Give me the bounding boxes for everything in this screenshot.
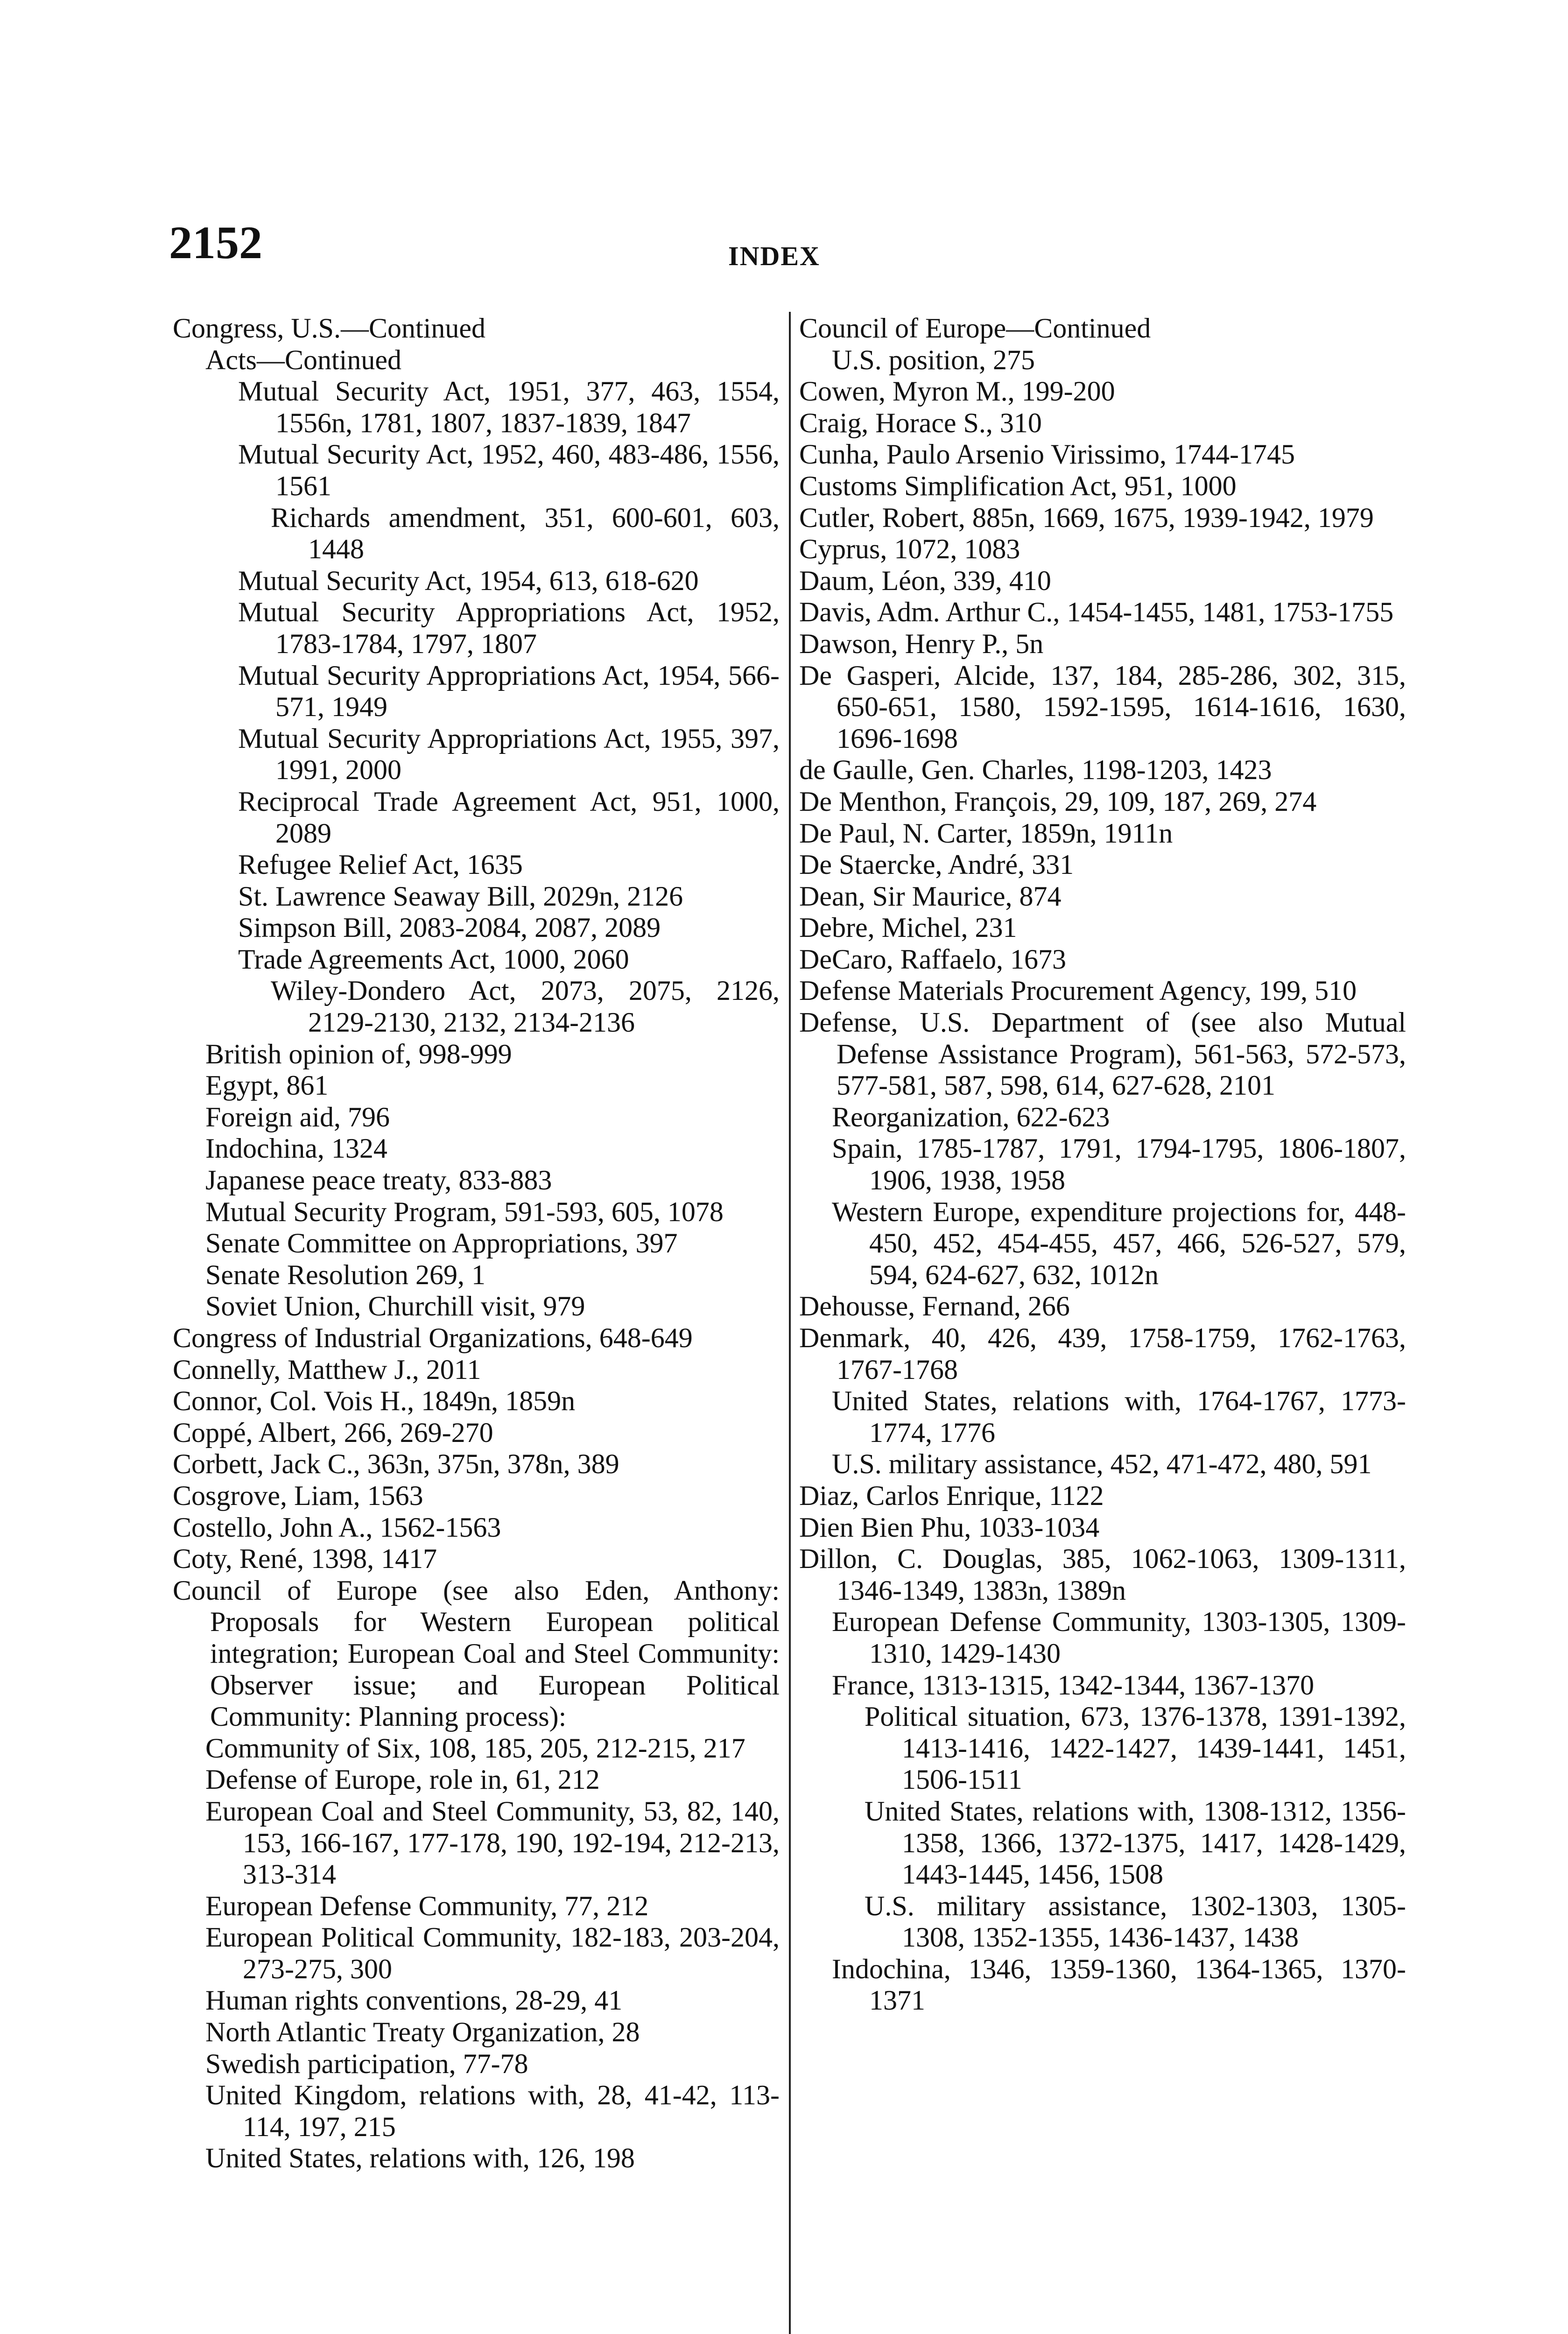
index-entry: Cosgrove, Liam, 1563 [173, 1480, 423, 1511]
index-entry: European Defense Community, 1303-1305, 1309-1310, 1429-1430 [832, 1606, 1406, 1669]
index-entry: Davis, Adm. Arthur C., 1454-1455, 1481, 1753-1755 [799, 597, 1394, 628]
index-entry: Western Europe, expenditure projections for, 448-450, 452, 454-455, 457, 466, 526-527, 579, 594, 624-627, 632, 1012n [832, 1196, 1406, 1290]
index-entry: U.S. military assistance, 452, 471-472, 480, 591 [832, 1448, 1372, 1480]
index-entry: Costello, John A., 1562-1563 [173, 1511, 501, 1543]
index-entry: United States, relations with, 1308-1312, 1356-1358, 1366, 1372-1375, 1417, 1428-1429, 1443-1445, 1456, 1508 [865, 1795, 1406, 1890]
index-entry: European Defense Community, 77, 212 [205, 1890, 649, 1921]
index-entry: Mutual Security Appropriations Act, 1954, 566-571, 1949 [238, 660, 780, 723]
index-entry: Council of Europe (see also Eden, Anthony: Proposals for Western European political integration; European Coal and Steel Community: Observer issue; and European Political Community: Planning process): [173, 1575, 780, 1732]
index-column-right [799, 313, 1406, 2017]
index-entry: Mutual Security Program, 591-593, 605, 1078 [205, 1196, 724, 1227]
index-entry: Denmark, 40, 426, 439, 1758-1759, 1762-1763, 1767-1768 [799, 1322, 1406, 1385]
index-entry: De Staercke, André, 331 [799, 849, 1074, 880]
index-entry: Senate Committee on Appropriations, 397 [205, 1228, 678, 1259]
index-entry: Community of Six, 108, 185, 205, 212-215, 217 [205, 1732, 745, 1764]
index-entry: St. Lawrence Seaway Bill, 2029n, 2126 [238, 880, 683, 912]
index-entry: Defense of Europe, role in, 61, 212 [205, 1764, 600, 1795]
index-entry: Craig, Horace S., 310 [799, 407, 1042, 438]
index-entry: U.S. position, 275 [832, 344, 1035, 375]
index-entry: Cyprus, 1072, 1083 [799, 534, 1020, 565]
index-entry: France, 1313-1315, 1342-1344, 1367-1370 [832, 1669, 1315, 1701]
index-entry: Indochina, 1324 [205, 1133, 387, 1164]
index-entry: Reciprocal Trade Agreement Act, 951, 1000, 2089 [238, 786, 780, 849]
index-entry: Reorganization, 622-623 [832, 1101, 1110, 1132]
index-entry: Customs Simplification Act, 951, 1000 [799, 470, 1237, 501]
index-entry: United States, relations with, 1764-1767, 1773-1774, 1776 [832, 1385, 1406, 1448]
index-entry: Congress of Industrial Organizations, 648-649 [173, 1322, 693, 1353]
index-entry: Diaz, Carlos Enrique, 1122 [799, 1480, 1104, 1511]
index-entry: Egypt, 861 [205, 1070, 329, 1101]
index-entry: Swedish participation, 77-78 [205, 2048, 528, 2079]
index-entry: Soviet Union, Churchill visit, 979 [205, 1291, 585, 1322]
index-entry: Senate Resolution 269, 1 [205, 1259, 485, 1290]
index-entry: Mutual Security Act, 1952, 460, 483-486, 1556, 1561 [238, 439, 780, 501]
index-entry: De Paul, N. Carter, 1859n, 1911n [799, 817, 1173, 849]
index-entry: Cutler, Robert, 885n, 1669, 1675, 1939-1942, 1979 [799, 502, 1374, 533]
index-entry: Refugee Relief Act, 1635 [238, 849, 523, 880]
index-column-left [173, 313, 780, 2174]
index-entry: Daum, Léon, 339, 410 [799, 565, 1051, 596]
index-entry: Corbett, Jack C., 363n, 375n, 378n, 389 [173, 1448, 619, 1480]
index-entry: Connor, Col. Vois H., 1849n, 1859n [173, 1385, 576, 1417]
index-entry: Spain, 1785-1787, 1791, 1794-1795, 1806-1807, 1906, 1938, 1958 [832, 1133, 1406, 1196]
page-number: 2152 [169, 217, 262, 268]
index-entry: Cowen, Myron M., 199-200 [799, 376, 1115, 407]
index-entry: De Menthon, François, 29, 109, 187, 269, 274 [799, 786, 1317, 817]
index-entry: Simpson Bill, 2083-2084, 2087, 2089 [238, 912, 661, 943]
index-entry: Defense, U.S. Department of (see also Mutual Defense Assistance Program), 561-563, 572-573, 577-581, 587, 598, 614, 627-628, 2101 [799, 1007, 1406, 1101]
index-entry: Cunha, Paulo Arsenio Virissimo, 1744-1745 [799, 439, 1295, 470]
index-entry: Dehousse, Fernand, 266 [799, 1291, 1070, 1322]
index-entry: Debre, Michel, 231 [799, 912, 1017, 943]
index-entry: Mutual Security Act, 1954, 613, 618-620 [238, 565, 699, 596]
index-entry: Defense Materials Procurement Agency, 199, 510 [799, 975, 1357, 1006]
index-entry: Dean, Sir Maurice, 874 [799, 880, 1062, 912]
index-entry: Indochina, 1346, 1359-1360, 1364-1365, 1370-1371 [832, 1953, 1406, 2016]
index-entry: British opinion of, 998-999 [205, 1038, 512, 1069]
index-entry: Dawson, Henry P., 5n [799, 628, 1044, 659]
index-entry: Coppé, Albert, 266, 269-270 [173, 1417, 493, 1448]
index-entry: Council of Europe—Continued [799, 313, 1151, 344]
index-entry: Political situation, 673, 1376-1378, 1391-1392, 1413-1416, 1422-1427, 1439-1441, 1451, 1506-1511 [865, 1701, 1406, 1795]
index-entry: United Kingdom, relations with, 28, 41-42, 113-114, 197, 215 [205, 2080, 780, 2142]
index-entry: Acts—Continued [205, 344, 401, 375]
running-head: INDEX [728, 241, 820, 271]
index-entry: Trade Agreements Act, 1000, 2060 [238, 943, 629, 975]
index-entry: Congress, U.S.—Continued [173, 313, 486, 344]
index-entry: North Atlantic Treaty Organization, 28 [205, 2017, 640, 2048]
index-entry: Mutual Security Appropriations Act, 1955, 397, 1991, 2000 [238, 723, 780, 786]
index-entry: Dien Bien Phu, 1033-1034 [799, 1511, 1100, 1543]
index-entry: Japanese peace treaty, 833-883 [205, 1165, 552, 1196]
index-entry: de Gaulle, Gen. Charles, 1198-1203, 1423 [799, 754, 1272, 786]
index-entry: Richards amendment, 351, 600-601, 603, 1448 [271, 502, 780, 565]
index-entry: Dillon, C. Douglas, 385, 1062-1063, 1309-1311, 1346-1349, 1383n, 1389n [799, 1543, 1406, 1606]
index-entry: Foreign aid, 796 [205, 1101, 390, 1132]
index-entry: Connelly, Matthew J., 2011 [173, 1354, 481, 1385]
index-entry: Human rights conventions, 28-29, 41 [205, 1985, 623, 2016]
index-entry: Wiley-Dondero Act, 2073, 2075, 2126, 2129-2130, 2132, 2134-2136 [271, 975, 780, 1038]
index-entry: European Coal and Steel Community, 53, 82, 140, 153, 166-167, 177-178, 190, 192-194, 212-213, 313-314 [205, 1795, 780, 1890]
index-entry: Coty, René, 1398, 1417 [173, 1543, 437, 1575]
index-entry: Mutual Security Act, 1951, 377, 463, 1554, 1556n, 1781, 1807, 1837-1839, 1847 [238, 376, 780, 438]
column-divider [789, 312, 791, 2334]
index-entry: DeCaro, Raffaelo, 1673 [799, 943, 1067, 975]
index-entry: United States, relations with, 126, 198 [205, 2143, 635, 2174]
index-entry: European Political Community, 182-183, 203-204, 273-275, 300 [205, 1922, 780, 1984]
index-entry: U.S. military assistance, 1302-1303, 1305-1308, 1352-1355, 1436-1437, 1438 [865, 1890, 1406, 1953]
index-entry: Mutual Security Appropriations Act, 1952, 1783-1784, 1797, 1807 [238, 597, 780, 659]
index-entry: De Gasperi, Alcide, 137, 184, 285-286, 302, 315, 650-651, 1580, 1592-1595, 1614-1616, 1630, 1696-1698 [799, 660, 1406, 754]
